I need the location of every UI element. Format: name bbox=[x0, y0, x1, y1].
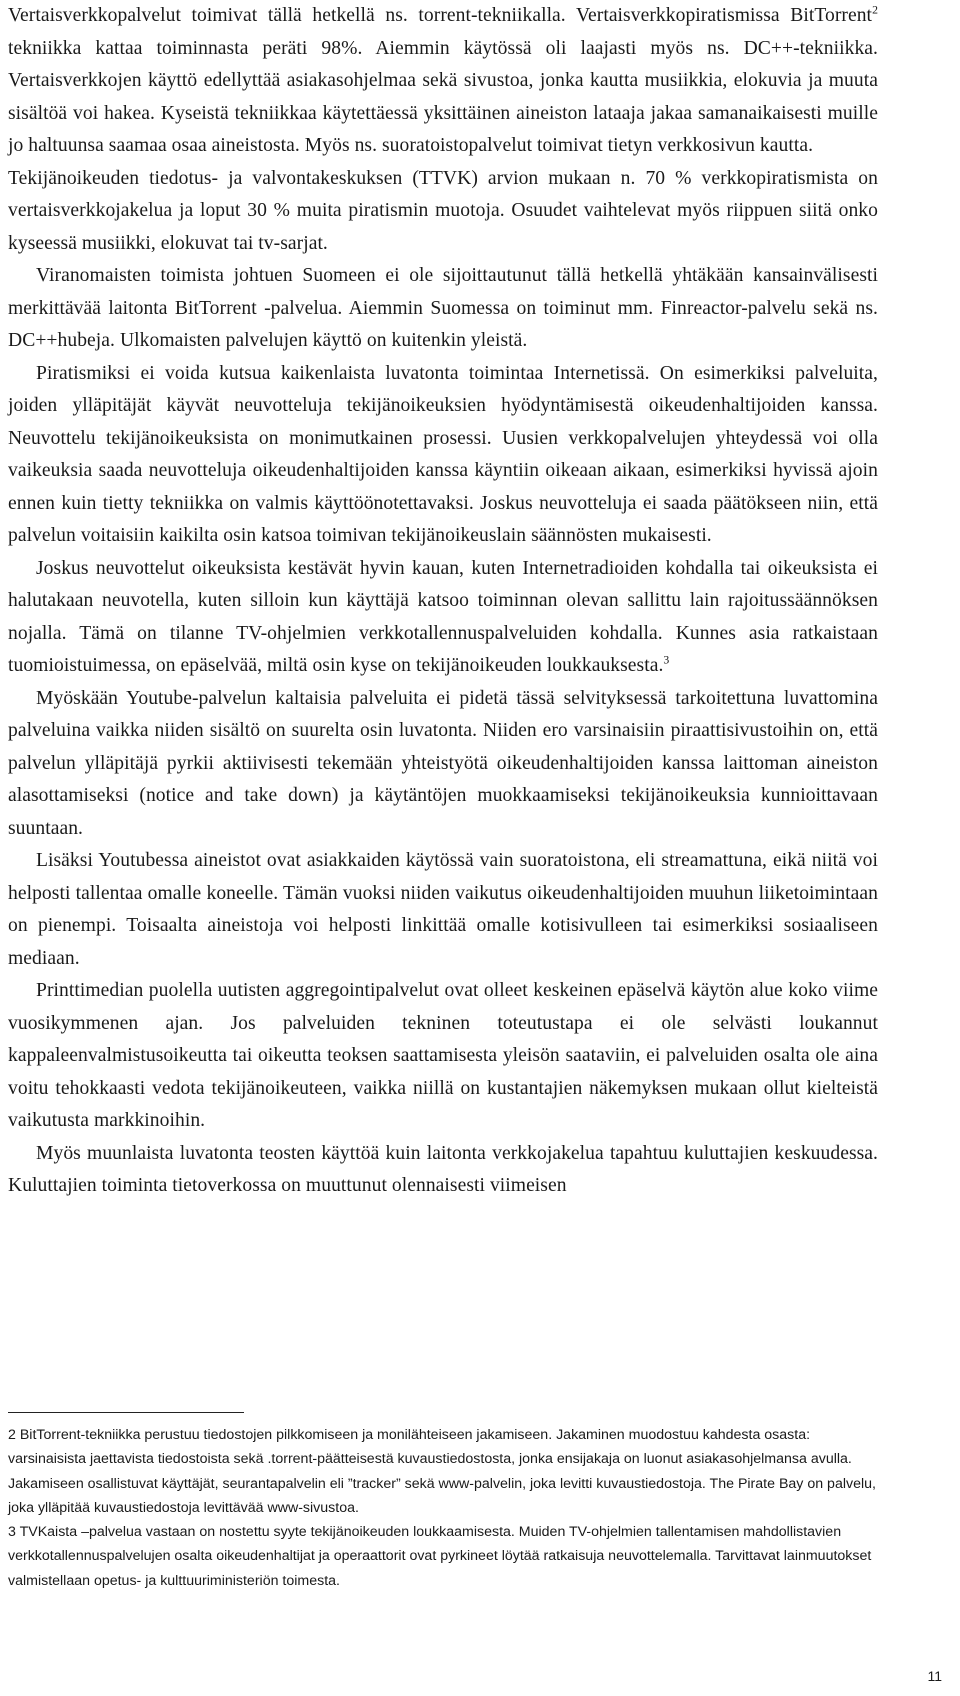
footnote-ref[interactable]: 3 bbox=[663, 653, 670, 667]
paragraph: Tekijänoikeuden tiedotus- ja valvontakeskuksen (TTVK) arvion mukaan n. 70 % verkkopiratismista on vertaisverkkojakelua ja loput 30 % muita piratismin muotoja. Osuudet vaihtelevat myös riippuen siitä onko kyseessä musiikki, elokuvat tai tv-sarjat. bbox=[8, 167, 878, 254]
paragraph: Piratismiksi ei voida kutsua kaikenlaista luvatonta toimintaa Internetissä. On esimerkiksi palveluita, joiden ylläpitäjät käyvät neuvotteluja tekijänoikeuksien hyödyntämisestä oikeudenhaltijoiden kanssa. Neuvottelu tekijänoikeuksista on monimutkainen prosessi. Uusien verkkopalvelujen yhteydessä voi olla vaikeuksia saada neuvotteluja oikeudenhaltijoiden kanssa käyntiin oikeaan aikaan, esimerkiksi hyvissä ajoin ennen kuin tietty tekniikka on valmis käyttöönotettavaksi. Joskus neuvotteluja ei saada päätökseen niin, että palvelun voitaisiin kaikilta osin katsoa toimivan tekijänoikeuslain säännösten mukaisesti. bbox=[8, 362, 878, 546]
footnotes bbox=[8, 1423, 878, 1593]
footnote: 3 TVKaista –palvelua vastaan on nostettu syyte tekijänoikeuden loukkaamisesta. Muiden TV-ohjelmien tallentamisen mahdollistavien verkkotallennuspalvelujen osalta oikeudenhaltijat ja operaattorit ovat pyrkineet löytää ratkaisuja neuvottelemalla. Tarvittavat lainmuutokset valmistellaan opetus- ja kulttuuriministeriön toimesta. bbox=[8, 1524, 872, 1589]
paragraph: Lisäksi Youtubessa aineistot ovat asiakkaiden käytössä vain suoratoistona, eli streamattuna, eikä niitä voi helposti tallentaa omalle koneelle. Tämän vuoksi niiden vaikutus oikeudenhaltijoiden muuhun liiketoimintaan on pienempi. Toisaalta aineistoja voi helposti linkittää omalle kotisivulleen tai esimerkiksi sosiaaliseen mediaan. bbox=[8, 850, 878, 969]
paragraph: Vertaisverkkopalvelut toimivat tällä hetkellä ns. torrent-tekniikalla. Vertaisverkkopiratismissa BitTorrent$^2$ tekniikka kattaa toiminnasta peräti 98%. Aiemmin käytössä oli laajasti myös ns. DC++-tekniikka. Vertaisverkkojen käyttö edellyttää asiakasohjelmaa sekä sivustoa, jonka kautta musiikkia, elokuvia ja muuta sisältöä voi hakea. Kyseistä tekniikkaa käytettäessä yksittäinen aineiston lataaja jakaa samanaikaisesti muille jo haltuunsa saamaa osaa aineistosta. Myös ns. suoratoistopalvelut toimivat tietyn verkkosivun kautta. bbox=[8, 3, 878, 156]
paragraph: Myös muunlaista luvatonta teosten käyttöä kuin laitonta verkkojakelua tapahtuu kuluttajien keskuudessa. Kuluttajien toiminta tietoverkossa on muuttunut olennaisesti viimeisen bbox=[8, 1142, 878, 1196]
page-number: 11 bbox=[927, 1668, 942, 1684]
footnote-divider bbox=[8, 1412, 244, 1413]
paragraph: Printtimedian puolella uutisten aggregointipalvelut ovat olleet keskeinen epäselvä käytön alue koko viime vuosikymmenen ajan. Jos palveluiden tekninen toteutustapa ei ole selvästi loukannut kappaleenvalmistusoikeutta tai oikeutta teoksen saattamisesta yleisön saataviin, ei palveluiden osalta ole aina voitu tehokkaasti vedota tekijänoikeuteen, vaikka niillä on kustantajien näkemyksen mukaan ollut kielteistä vaikutusta markkinoihin. bbox=[8, 980, 878, 1131]
paragraph: Myöskään Youtube-palvelun kaltaisia palveluita ei pidetä tässä selvityksessä tarkoitettuna luvattomina palveluina vaikka niiden sisältö on suurelta osin luvatonta. Niiden ero varsinaisiin piraattisivustoihin on, että palvelun ylläpitäjä pyrkii aktiivisesti tekemään yhteistyötä oikeudenhaltijoiden kanssa laittoman aineiston alasottamiseksi (notice and take down) ja käytäntöjen muokkaamiseksi tekijänoikeuksia kunnioittavaan suuntaan. bbox=[8, 687, 878, 839]
footnote-ref[interactable]: 2 bbox=[872, 3, 878, 17]
body-text bbox=[8, 0, 878, 1203]
paragraph: Joskus neuvottelut oikeuksista kestävät hyvin kauan, kuten Internetradioiden kohdalla tai oikeuksista ei halutakaan neuvotella, kuten silloin kun käyttäjä katsoo toiminnan olevan sallittu lain rajoitussäännöksen nojalla. Tämä on tilanne TV-ohjelmien verkkotallennuspalveluiden kohdalla. Kunnes asia ratkaistaan tuomioistuimessa, on epäselvää, miltä osin kyse on tekijänoikeuden loukkauksesta.$^3$ bbox=[8, 557, 878, 676]
footnote: 2 BitTorrent-tekniikka perustuu tiedostojen pilkkomiseen ja monilähteiseen jakamiseen. Jakaminen muodostuu kahdesta osasta: varsinaisista jaettavista tiedostoista sekä .torrent-päätteisestä kuvaustiedostosta, jonka ensijakaja on luonut asiakasohjelmansa avulla. Jakamiseen osallistuvat käyttäjät, seurantapalvelin eli ”tracker” sekä www-palvelin, joka levitti kuvaustiedostoja. The Pirate Bay on palvelu, joka ylläpitää kuvaustiedostoja levittävää www-sivustoa. bbox=[8, 1427, 876, 1516]
paragraph: Viranomaisten toimista johtuen Suomeen ei ole sijoittautunut tällä hetkellä yhtäkään kansainvälisesti merkittävää laitonta BitTorrent -palvelua. Aiemmin Suomessa on toiminut mm. Finreactor-palvelu sekä ns. DC++hubeja. Ulkomaisten palvelujen käyttö on kuitenkin yleistä. bbox=[8, 265, 878, 351]
